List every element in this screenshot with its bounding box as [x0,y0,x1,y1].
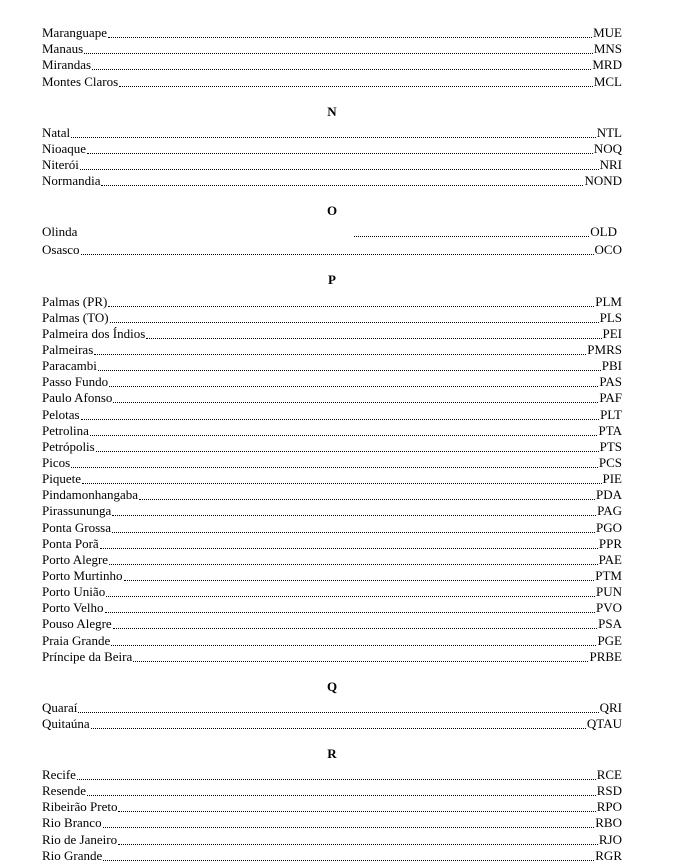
list-item [42,487,622,503]
dot-leader [106,595,595,597]
entry-code: PAF [599,390,622,406]
list-item [42,600,622,616]
dot-leader [87,794,596,796]
entry-code: PTA [598,422,622,438]
dot-leader [81,418,600,420]
list-item [42,568,622,584]
entry-name: Ribeirão Preto [42,799,118,815]
entry-name: Olinda [42,224,78,240]
entry-name: Porto Alegre [42,551,109,567]
entry-code: PSA [598,616,622,632]
entry-name: Palmeiras [42,341,94,357]
entry-name: Normandia [42,173,101,189]
entry-name: Pelotas [42,406,80,422]
dot-leader [146,337,601,339]
dot-leader [112,514,596,516]
list-item [42,342,622,358]
list-item [42,700,622,716]
dot-leader [118,810,595,812]
dot-leader [100,547,598,549]
dot-leader [108,305,594,307]
entry-code: PTS [599,438,622,454]
entry-name: Pindamonhangaba [42,487,139,503]
entry-name: Petrolina [42,422,89,438]
entry-name: Osasco [42,242,80,258]
entry-code: PLT [600,406,622,422]
dot-leader [84,52,593,54]
list-item [42,25,622,41]
entry-code: RJO [598,831,622,847]
entry-code: PEI [602,325,622,341]
entry-name: Resende [42,783,87,799]
section-q [42,700,622,732]
dot-leader [109,563,598,565]
entry-name: Palmeira dos Índios [42,325,146,341]
section-o [42,224,622,258]
entry-code: RGR [595,847,622,863]
entry-name: Recife [42,767,76,783]
list-item [42,455,622,471]
list-item [42,390,622,406]
section-p [42,293,622,664]
entry-name: Porto União [42,584,106,600]
list-item [42,439,622,455]
entry-name: Maranguape [42,25,107,41]
entry-name: Paulo Afonso [42,390,113,406]
list-item [42,716,622,732]
dot-leader [110,321,599,323]
list-item [42,173,622,189]
list-item [42,125,622,141]
entry-name: Pirassununga [42,503,112,519]
entry-code: PGO [595,519,622,535]
entry-code: PAS [599,374,622,390]
entry-name: Mirandas [42,57,92,73]
section-letter-r: R [327,745,337,761]
entry-code: NTL [596,124,622,140]
list-item [42,767,622,783]
entry-name: Ponta Porã [42,535,99,551]
entry-code: PMRS [587,341,622,357]
entry-code: PCS [598,454,622,470]
entry-name: Picos [42,454,71,470]
list-item [42,157,622,173]
dot-leader [113,401,598,403]
entry-code: PUN [595,584,622,600]
dot-leader [139,498,595,500]
dot-leader [78,711,598,713]
entry-code: PPR [598,535,622,551]
entry-code: PAE [598,551,622,567]
list-item [42,519,622,535]
dot-leader [96,450,599,452]
list-item [42,471,622,487]
dot-leader [82,482,602,484]
list-item [42,326,622,342]
section-letter-o: O [326,203,338,219]
dot-leader [91,727,586,729]
dot-leader [109,385,598,387]
dot-leader [87,152,593,154]
entry-name: Pouso Alegre [42,616,112,632]
entry-name: Manaus [42,41,84,57]
list-item [42,41,622,57]
entry-code: RCE [596,767,622,783]
entry-code: OLD [590,224,617,240]
list-item [42,374,622,390]
entry-name: Porto Velho [42,600,104,616]
dot-leader [77,778,596,780]
dot-leader [133,660,588,662]
list-item [42,423,622,439]
entry-name: Palmas (PR) [42,293,108,309]
entry-code: NOND [584,173,622,189]
entry-code: PLM [595,293,622,309]
entry-code: PDA [595,487,622,503]
entry-name: Piquete [42,471,81,487]
entry-code: PBI [601,358,622,374]
list-item [42,815,622,831]
list-item [42,503,622,519]
dot-leader [92,68,591,70]
dot-leader [101,184,583,186]
entry-code: QTAU [586,715,622,731]
entry-name: Nioaque [42,140,87,156]
entry-code: NRI [599,156,622,172]
dot-leader [108,36,592,38]
section-letter-p: P [328,272,336,288]
dot-leader [103,859,594,861]
entry-name: Montes Claros [42,73,119,89]
list-item [42,584,622,600]
entry-code: QRI [599,699,622,715]
dot-leader [112,531,595,533]
entry-code: PVO [595,600,622,616]
entry-name: Rio Branco [42,815,102,831]
list-item [42,293,622,309]
entry-name: Natal [42,124,71,140]
list-item [42,141,622,157]
dot-leader [111,644,596,646]
entry-code: PAG [597,503,622,519]
entry-code: MUE [593,25,622,41]
entry-name: Petrópolis [42,438,95,454]
dot-leader [71,136,596,138]
dot-leader [124,579,595,581]
list-item [42,799,622,815]
entry-code: NOQ [593,140,622,156]
list-item [42,406,622,422]
entry-name: Porto Murtinho [42,567,123,583]
entry-name: Quaraí [42,699,78,715]
list-item [42,632,622,648]
entry-name: Palmas (TO) [42,309,109,325]
list-item [42,649,622,665]
section-r [42,767,622,864]
list-item [42,616,622,632]
dot-leader [71,466,598,468]
list-item [42,73,622,89]
entry-name: Passo Fundo [42,374,109,390]
section-letter-q: Q [326,678,338,694]
list-item [42,224,622,240]
dot-leader [90,434,598,436]
entry-name: Príncipe da Beira [42,648,133,664]
dot-leader [105,611,595,613]
dot-leader [119,85,593,87]
entry-code: MCL [593,73,622,89]
list-item [42,358,622,374]
dot-leader [94,353,586,355]
list-item [42,831,622,847]
section-n [42,125,622,190]
dot-leader [80,168,599,170]
entry-name: Ponta Grossa [42,519,111,535]
section-letter-n: N [327,103,337,119]
dot-leader [103,826,595,828]
list-item [42,310,622,326]
entry-name: Paracambi [42,358,97,374]
entry-name: Niterói [42,156,79,172]
dot-leader [81,253,594,255]
list-item [42,536,622,552]
entry-name: Rio Grande [42,847,103,863]
dot-leader [98,369,601,371]
dot-leader [113,627,597,629]
section-m [42,25,622,90]
entry-code: PIE [602,471,622,487]
list-item [42,57,622,73]
entry-name: Quitaúna [42,715,90,731]
entry-code: PGE [597,632,622,648]
entry-code: MNS [593,41,622,57]
list-item [42,848,622,864]
entry-code: RPO [596,799,622,815]
entry-code: PTM [595,567,622,583]
abbreviation-index [42,25,622,864]
entry-code: PLS [599,309,622,325]
dot-leader [354,235,589,237]
entry-code: RSD [596,783,622,799]
list-item [42,242,622,258]
entry-code: OCO [594,242,622,258]
entry-code: MRD [592,57,622,73]
entry-code: RBO [595,815,622,831]
list-item [42,552,622,568]
list-item [42,783,622,799]
entry-name: Rio de Janeiro [42,831,118,847]
entry-name: Praia Grande [42,632,111,648]
entry-code: PRBE [589,648,622,664]
